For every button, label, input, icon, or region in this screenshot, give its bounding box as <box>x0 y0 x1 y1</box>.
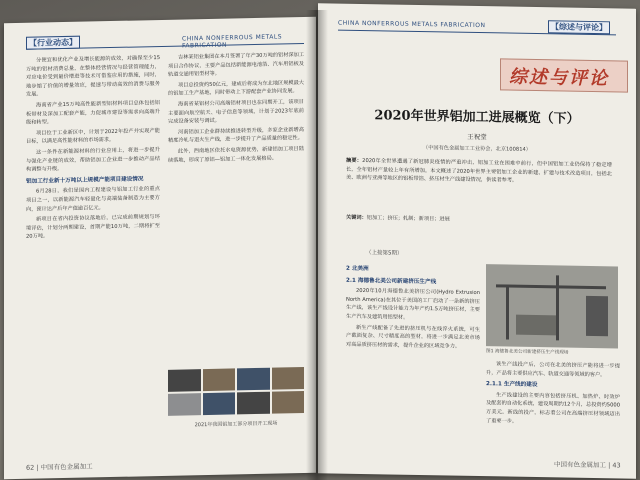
extrusion-line-photo <box>486 264 618 348</box>
paragraph: 项目位于工业新区中，计划于2022年投产并实现产能目标，以满足高性能材料的市场需求。 <box>26 127 160 146</box>
author-affiliation: （中国有色金属加工工业协会，北京100814） <box>423 145 531 153</box>
project-photo-grid <box>168 367 304 416</box>
paragraph: 6月28日，我们是国内工程建设与铝加工行业的重点项目之一，以新能源汽车轻量化与高端装备制造为主要方向，预计达产后年产值逾百亿元。 <box>26 186 160 213</box>
paragraph: 此外，西南地区依托水电资源优势，新建铝加工项目陆续落地，形成了原铝—铝加工一体化发展格局。 <box>168 145 304 164</box>
continued-note: （上接第5期） <box>366 250 403 257</box>
left-folio: 62 | 中国有色金属加工 <box>26 462 93 472</box>
keywords-label: 关键词： <box>346 214 367 222</box>
left-journal-title: CHINA NONFERROUS METALS <box>182 33 283 43</box>
keywords <box>346 214 612 226</box>
article-author: 王祝堂 <box>467 132 487 142</box>
paragraph: 新生产线配备了先进的挤压机与在线淬火系统，可生产截面复杂、尺寸精度高的型材，将进一步满足北美市场对高品质挤压材的需求，提升企业的区域竞争力。 <box>346 324 480 350</box>
paragraph: 吉林某铝业集团在本月签署了年产30万吨的铝材深加工项目合作协议，主要产品包括新能源电池箔、汽车用铝板及轨道交通用铝型材等。 <box>168 51 304 79</box>
left-page <box>4 17 316 480</box>
figure-caption: 图1 海德鲁北美公司新建挤压生产线现场 <box>486 349 569 356</box>
left-column-1 <box>26 54 160 244</box>
project-photo <box>168 393 201 416</box>
paragraph: 2020年10月海德鲁北美挤压公司(Hydro Extrusion North America)在其位于美国的工厂启动了一条新的挤压生产线，该生产线设计能力为年产约1.5万吨挤压材，主要生产汽车及建筑用铝型材。 <box>346 288 480 321</box>
keywords-text: 铝加工；挤压；轧制；新项目；进展 <box>366 215 450 223</box>
paragraph: 项目总投资约50亿元，建成后将成为东北地区规模最大的铝加工生产基地，同时带动上下游配套产业协同发展。 <box>168 79 304 98</box>
sub-sub-heading: 2.1.1 生产线的建设 <box>486 381 538 389</box>
article-title: 2020年世界铝加工进展概览（下） <box>374 108 580 127</box>
right-journal-title: CHINA NONFERROUS METALS FABRICATION <box>338 19 486 30</box>
paragraph: 该生产线投产后，公司在北美的挤压产能将进一步提升，产品将主要供应汽车、轨道交通等领域的客户。 <box>486 361 620 378</box>
abstract-label: 摘要： <box>346 157 363 164</box>
photo-caption: 2021年我国铝加工部分项目开工现场 <box>194 420 278 429</box>
paragraph: 河南铝加工企业群持续推进转型升级，多家企业新增高精度冷轧与退火生产线，进一步提升了产品质量的稳定性。 <box>168 126 304 145</box>
project-photo <box>168 369 201 392</box>
paragraph: 生产线建设的主要内容包括挤压机、加热炉、时效炉及配套的自动化系统，建设周期约12个月，总投资约5000万美元。新线的投产，标志着公司在高端挤压材领域迈出了重要一步。 <box>486 392 620 425</box>
right-page <box>318 3 636 479</box>
project-photo <box>203 368 236 391</box>
abstract-text: 2020年全世界遭遇了新冠肺炎疫情的严重冲击，铝加工业在困难中前行，但中国铝加工业仍保持了稳定增长，全年铝材产量较上年有所增加。本文概述了2020年世界主要铝加工企业的新建、扩建与技术改造项目，包括北美、欧洲与亚洲等地区的铝板带箔、挤压材生产线建设情况，供读者参考。 <box>346 157 612 184</box>
paragraph: 分便宜和优化产业及增长能源的成效，对确保至少15万吨的铝材消费总量，在整体经营情况与经营管理能力，对应电价受到量价增进等技术可借鉴应用的措施，同时，地步缩了价值的增量效应，提速与带动高效的消费与服务发展。 <box>26 55 160 99</box>
paragraph: 这一条件在新能源材料的行业应用上，将进一步提升与强化产业链的成效，帮助铝加工企业进一步推动产品结构调整与升级。 <box>26 146 160 173</box>
project-photo <box>203 392 236 415</box>
left-section-tag: 【行业动态】 <box>26 36 80 50</box>
left-subheading: 铝加工行业新十万吨以上规模产能项目建设情况 <box>26 176 144 185</box>
paragraph: 海南省产业15万吨高性能新型铝材料项目总体包括铝板带材及深加工配套产能，力促城市建设等需求向高端升级和转型。 <box>26 99 160 126</box>
section-heading: 2 北美洲 <box>346 265 369 273</box>
right-folio: 中国有色金属加工 | 43 <box>554 460 621 470</box>
photo-beam <box>506 285 509 340</box>
right-section-tag: 【综述与评论】 <box>548 20 610 34</box>
paragraph: 海南省某铝材公司高端铝材项目也在同期开工，该项目主要面向航空航天、电子信息等领域，计划于2023年底前完成设备安装与调试。 <box>168 98 304 125</box>
right-column-2 <box>486 360 620 429</box>
column-banner <box>500 58 628 92</box>
project-photo <box>237 392 270 415</box>
paragraph: 新项目在省内投资协议落地后，已完成前期规划与环境评估，计划分两期建设，首期产能10万吨，二期将扩至20万吨。 <box>26 214 160 241</box>
photo-machine <box>516 315 556 336</box>
sub-heading: 2.1 海德鲁北美公司新建挤压生产线 <box>346 277 437 285</box>
abstract <box>346 157 612 187</box>
photo-beam <box>496 284 606 289</box>
photo-beam <box>556 275 559 340</box>
project-photo <box>237 368 270 391</box>
book-gutter-shadow <box>306 10 328 480</box>
project-photo <box>272 391 305 414</box>
right-column-1 <box>346 262 480 354</box>
project-photo <box>272 367 305 390</box>
photo-machine <box>586 296 608 336</box>
banner-text: 综述与评论 <box>509 66 609 90</box>
left-column-2 <box>168 51 304 167</box>
